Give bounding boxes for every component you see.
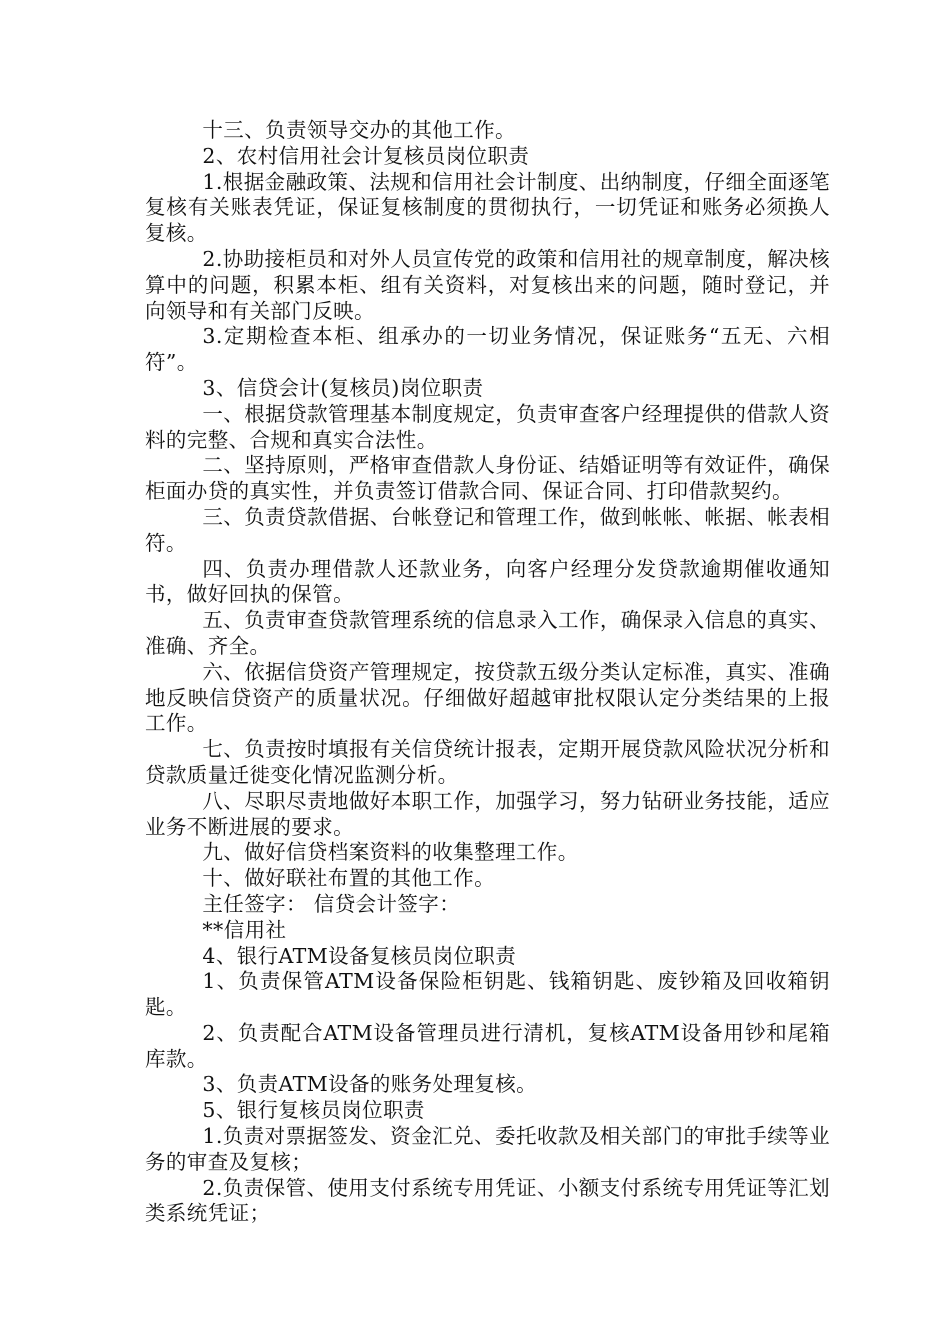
paragraph-atm-1: 1、负责保管ATM设备保险柜钥匙、钱箱钥匙、废钞箱及回收箱钥匙。 xyxy=(145,969,830,1020)
credit-union-name: **信用社 xyxy=(202,917,287,942)
document-page xyxy=(145,118,830,1227)
paragraph-duty-2: 2.协助接柜员和对外人员宣传党的政策和信用社的规章制度，解决核算中的问题，积累本柜、组有关资料，对复核出来的问题，随时登记，并向领导和有关部门反映。 xyxy=(145,246,830,323)
paragraph-credit-9: 九、做好信贷档案资料的收集整理工作。 xyxy=(202,840,579,865)
paragraph-credit-2: 二、坚持原则，严格审查借款人身份证、结婚证明等有效证件，确保柜面办贷的真实性，并负责签订借款合同、保证合同、打印借款契约。 xyxy=(145,453,830,504)
paragraph-credit-10: 十、做好联社布置的其他工作。 xyxy=(202,866,495,891)
paragraph-credit-1: 一、根据贷款管理基本制度规定，负责审查客户经理提供的借款人资料的完整、合规和真实合法性。 xyxy=(145,401,830,452)
section-heading-2: 2、农村信用社会计复核员岗位职责 xyxy=(202,143,530,168)
paragraph-duty-1: 1.根据金融政策、法规和信用社会计制度、出纳制度，仔细全面逐笔复核有关账表凭证，保证复核制度的贯彻执行，一切凭证和账务必须换人复核。 xyxy=(145,169,830,246)
section-heading-3: 3、信贷会计(复核员)岗位职责 xyxy=(202,375,484,400)
paragraph-bank-2: 2.负责保管、使用支付系统专用凭证、小额支付系统专用凭证等汇划类系统凭证； xyxy=(145,1175,830,1226)
paragraph-item-13: 十三、负责领导交办的其他工作。 xyxy=(202,118,516,142)
paragraph-bank-1: 1.负责对票据签发、资金汇兑、委托收款及相关部门的审批手续等业务的审查及复核； xyxy=(145,1124,830,1174)
paragraph-atm-3: 3、负责ATM设备的账务处理复核。 xyxy=(202,1072,538,1097)
section-heading-4: 4、银行ATM设备复核员岗位职责 xyxy=(202,943,517,968)
signature-line: 主任签字： 信贷会计签字： xyxy=(202,891,461,916)
paragraph-credit-5: 五、负责审查贷款管理系统的信息录入工作，确保录入信息的真实、准确、齐全。 xyxy=(145,608,830,658)
paragraph-atm-2: 2、负责配合ATM设备管理员进行清机，复核ATM设备用钞和尾箱库款。 xyxy=(145,1020,830,1071)
paragraph-credit-6: 六、依据信贷资产管理规定，按贷款五级分类认定标准，真实、准确地反映信贷资产的质量状况。仔细做好超越审批权限认定分类结果的上报工作。 xyxy=(145,659,830,736)
section-heading-5: 5、银行复核员岗位职责 xyxy=(202,1098,425,1123)
paragraph-credit-8: 八、尽职尽责地做好本职工作，加强学习，努力钻研业务技能，适应业务不断进展的要求。 xyxy=(145,788,830,839)
paragraph-credit-4: 四、负责办理借款人还款业务，向客户经理分发贷款逾期催收通知书，做好回执的保管。 xyxy=(145,556,830,607)
paragraph-credit-3: 三、负责贷款借据、台帐登记和管理工作，做到帐帐、帐据、帐表相符。 xyxy=(145,504,830,555)
paragraph-duty-3: 3.定期检查本柜、组承办的一切业务情况，保证账务“五无、六相符”。 xyxy=(145,324,830,375)
paragraph-credit-7: 七、负责按时填报有关信贷统计报表，定期开展贷款风险状况分析和贷款质量迁徙变化情况监测分析。 xyxy=(145,737,830,787)
